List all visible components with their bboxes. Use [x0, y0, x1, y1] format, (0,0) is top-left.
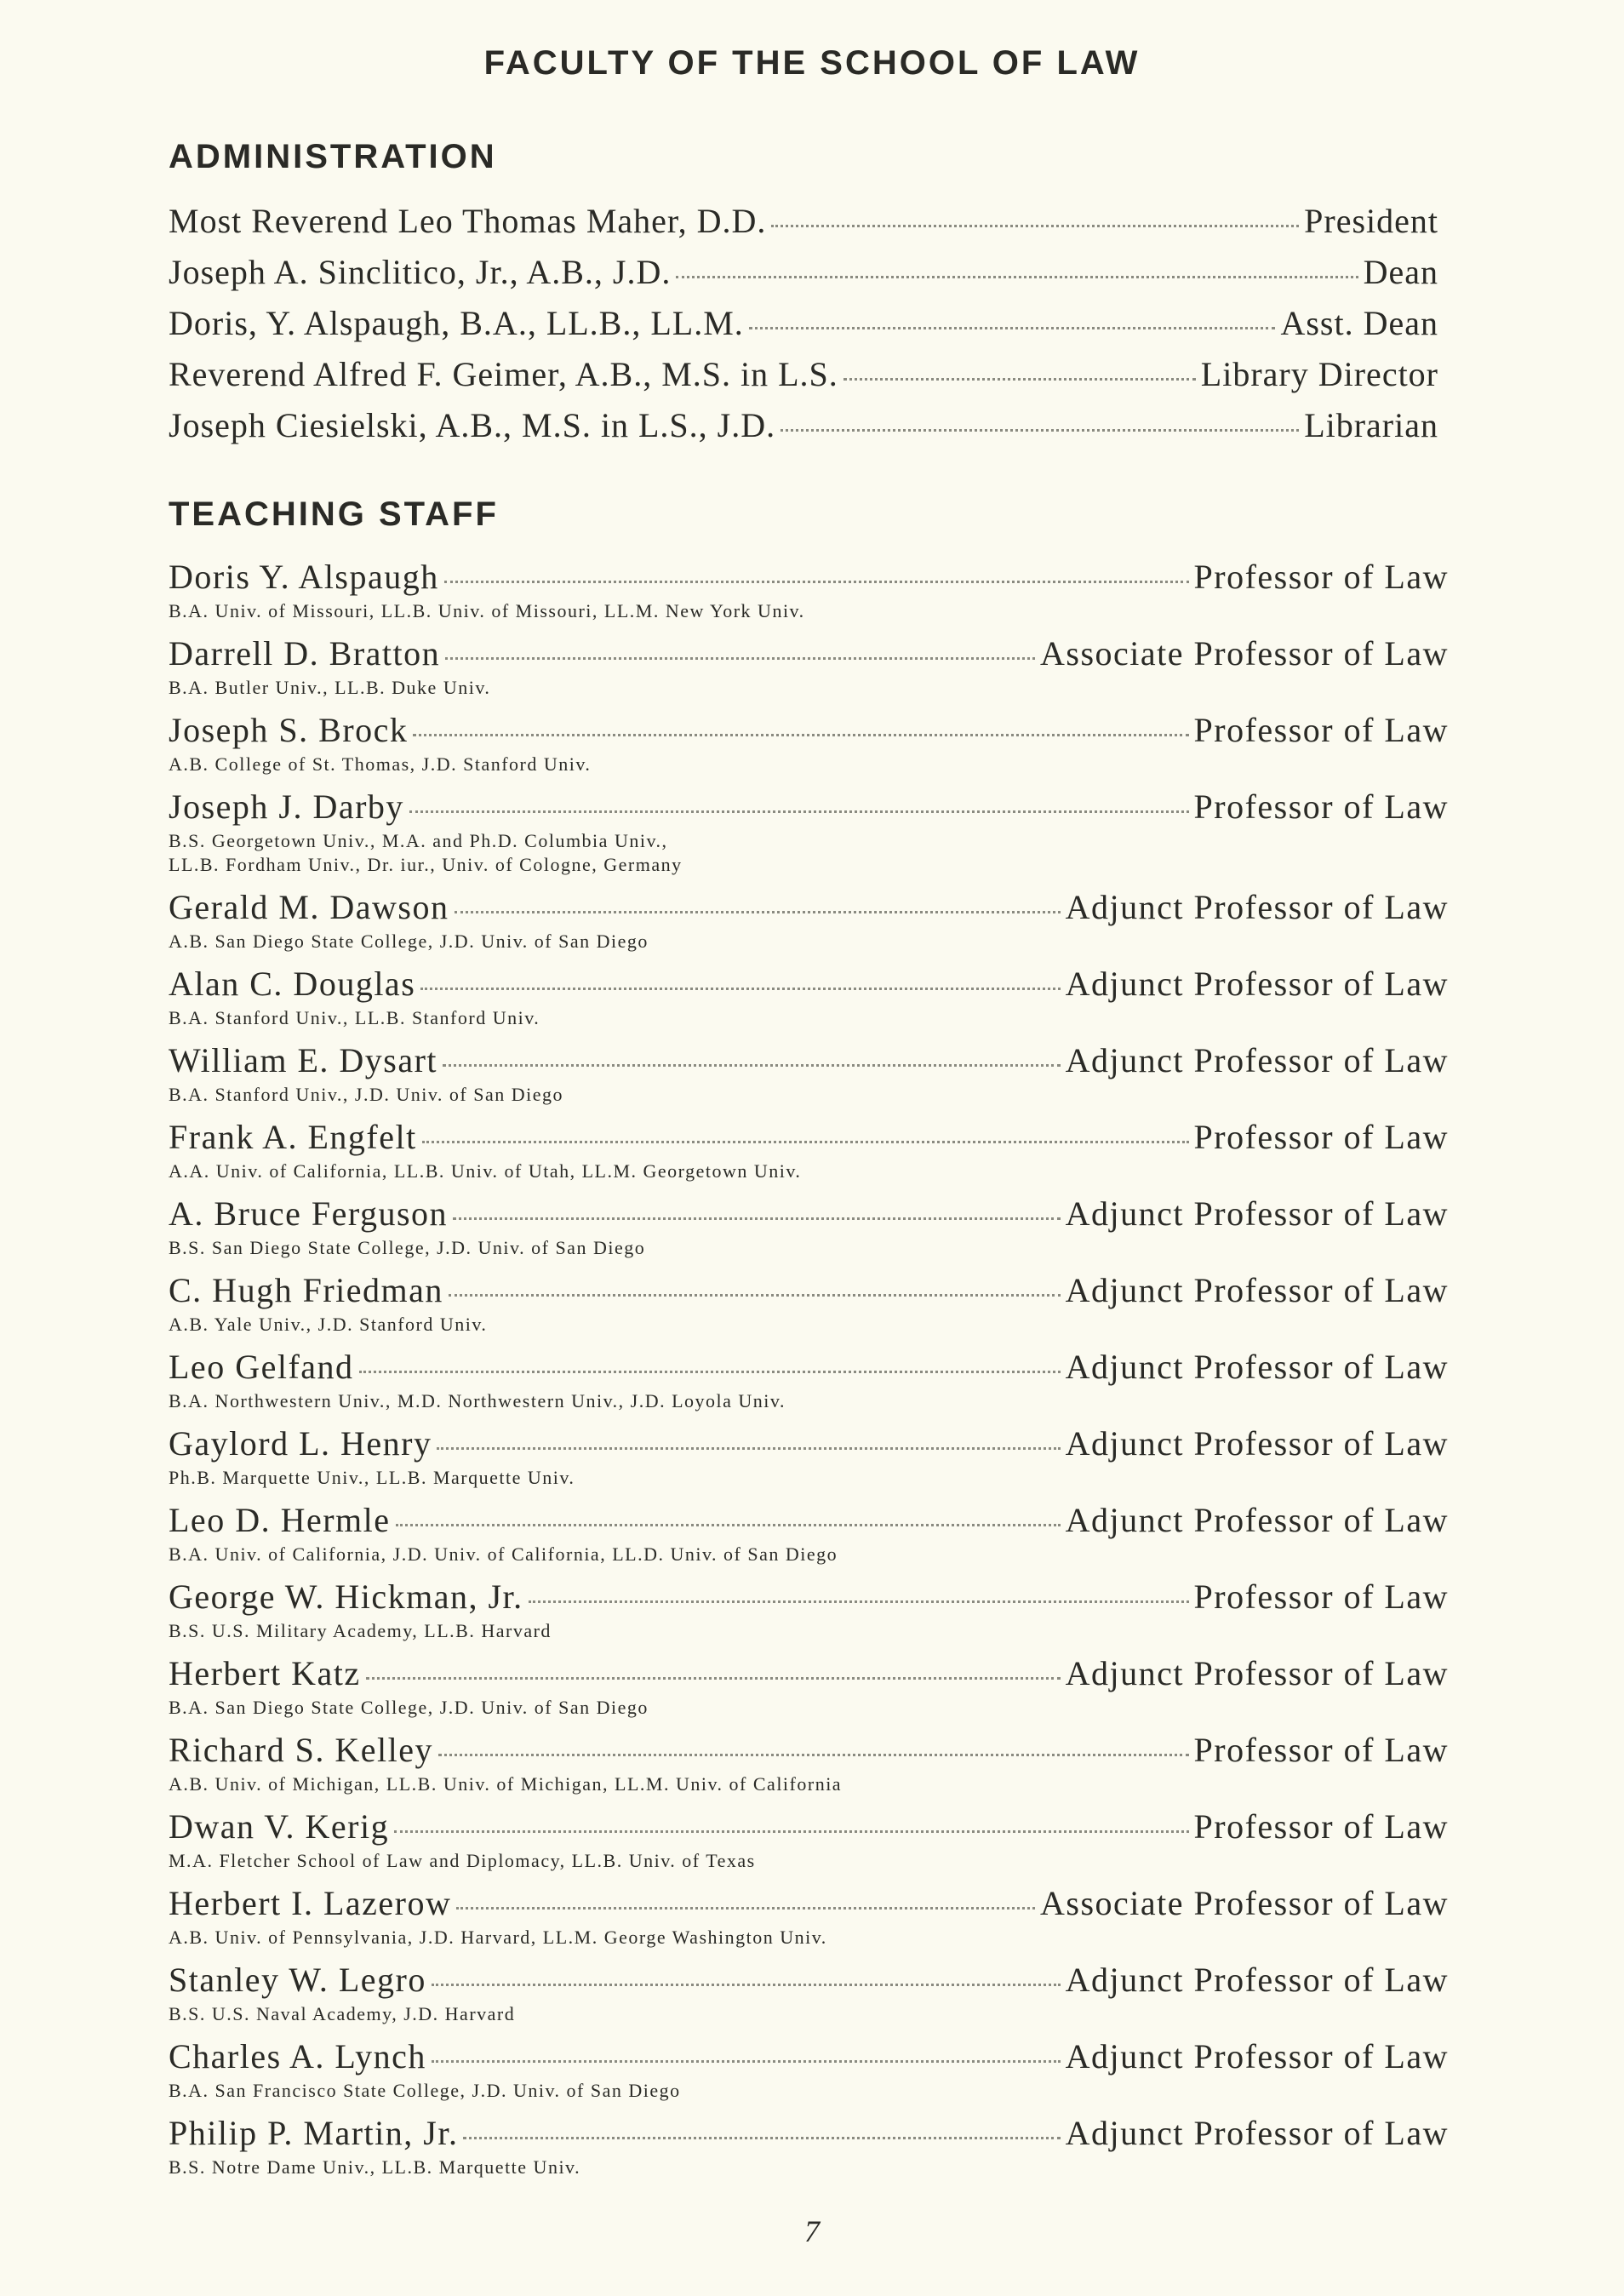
staff-degrees: A.B. College of St. Thomas, J.D. Stanford Univ. [169, 753, 592, 775]
staff-title: Professor of Law [1193, 1118, 1449, 1156]
staff-entry [169, 964, 1449, 1030]
staff-name: A. Bruce Ferguson [169, 1194, 449, 1233]
staff-row [169, 1270, 1449, 1313]
staff-title: Professor of Law [1193, 787, 1449, 826]
teaching-staff-list [169, 557, 1449, 2190]
staff-name: Leo Gelfand [169, 1348, 354, 1386]
staff-entry [169, 1653, 1449, 1720]
staff-row [169, 710, 1449, 753]
staff-degrees: M.A. Fletcher School of Law and Diplomacy, LL.B. Univ. of Texas [169, 1850, 756, 1871]
staff-title: Professor of Law [1193, 1731, 1449, 1769]
staff-row [169, 887, 1449, 930]
staff-entry [169, 1347, 1449, 1413]
staff-entry [169, 1040, 1449, 1107]
staff-degrees: LL.B. Fordham Univ., Dr. iur., Univ. of Cologne, Germany [169, 854, 683, 875]
staff-degrees: B.A. Univ. of California, J.D. Univ. of California, LL.D. Univ. of San Diego [169, 1543, 838, 1565]
staff-row [169, 787, 1449, 829]
staff-title: Adjunct Professor of Law [1065, 1271, 1449, 1309]
dot-leader [676, 276, 1358, 278]
staff-name: Herbert I. Lazerow [169, 1884, 452, 1922]
dot-leader [463, 2137, 1060, 2139]
dot-leader [396, 1524, 1061, 1526]
staff-name: Dwan V. Kerig [169, 1807, 390, 1846]
staff-name: William E. Dysart [169, 1041, 438, 1079]
staff-title: Adjunct Professor of Law [1065, 1041, 1449, 1079]
staff-degrees: B.A. Stanford Univ., J.D. Univ. of San Diego [169, 1084, 564, 1105]
dot-leader [366, 1677, 1061, 1680]
staff-degrees: A.B. San Diego State College, J.D. Univ. of San Diego [169, 930, 649, 952]
staff-title: Adjunct Professor of Law [1065, 2037, 1449, 2076]
dot-leader [449, 1294, 1061, 1297]
staff-entry [169, 1730, 1449, 1796]
admin-title: Dean [1363, 253, 1438, 291]
staff-row [169, 1117, 1449, 1159]
dot-leader [771, 225, 1299, 227]
staff-name: George W. Hickman, Jr. [169, 1577, 523, 1616]
staff-title: Adjunct Professor of Law [1065, 1654, 1449, 1692]
staff-name: Stanley W. Legro [169, 1961, 426, 1999]
staff-row [169, 1500, 1449, 1543]
administration-heading: ADMINISTRATION [169, 138, 497, 175]
staff-title: Associate Professor of Law [1040, 1884, 1449, 1922]
staff-row [169, 557, 1449, 599]
staff-entry [169, 710, 1449, 776]
staff-degrees: Ph.B. Marquette Univ., LL.B. Marquette Univ. [169, 1467, 575, 1488]
dot-leader [409, 810, 1189, 813]
staff-degrees: B.A. Univ. of Missouri, LL.B. Univ. of Missouri, LL.M. New York Univ. [169, 600, 805, 621]
administration-list [169, 201, 1438, 456]
dot-leader [445, 657, 1035, 660]
staff-name: Charles A. Lynch [169, 2037, 426, 2076]
staff-name: Herbert Katz [169, 1654, 361, 1692]
staff-row [169, 1806, 1449, 1849]
admin-row [169, 405, 1438, 456]
staff-row [169, 1730, 1449, 1772]
dot-leader [432, 2060, 1061, 2063]
dot-leader [394, 1830, 1188, 1833]
staff-row [169, 1960, 1449, 2002]
staff-degrees: B.A. San Francisco State College, J.D. Univ. of San Diego [169, 2080, 681, 2101]
staff-title: Adjunct Professor of Law [1065, 965, 1449, 1003]
admin-name: Reverend Alfred F. Geimer, A.B., M.S. in L.S. [169, 355, 838, 393]
page-number: 7 [804, 2214, 820, 2248]
staff-title: Adjunct Professor of Law [1065, 1501, 1449, 1539]
staff-degrees: A.B. Univ. of Michigan, LL.B. Univ. of Michigan, LL.M. Univ. of California [169, 1773, 843, 1795]
staff-title: Adjunct Professor of Law [1065, 1194, 1449, 1233]
staff-row [169, 1883, 1449, 1926]
admin-name: Doris, Y. Alspaugh, B.A., LL.B., LL.M. [169, 304, 744, 342]
staff-title: Adjunct Professor of Law [1065, 1348, 1449, 1386]
admin-name: Joseph Ciesielski, A.B., M.S. in L.S., J.D. [169, 406, 776, 444]
staff-row [169, 1040, 1449, 1083]
staff-row [169, 2036, 1449, 2079]
admin-name: Most Reverend Leo Thomas Maher, D.D. [169, 202, 767, 240]
staff-entry [169, 1960, 1449, 2026]
admin-row [169, 303, 1438, 354]
staff-row [169, 964, 1449, 1006]
staff-degrees: B.S. U.S. Naval Academy, J.D. Harvard [169, 2003, 516, 2024]
dot-leader [456, 1907, 1035, 1910]
admin-title: Librarian [1304, 406, 1438, 444]
staff-entry [169, 887, 1449, 953]
dot-leader [749, 327, 1276, 329]
staff-name: Philip P. Martin, Jr. [169, 2114, 459, 2152]
staff-entry [169, 1577, 1449, 1643]
dot-leader [443, 1064, 1061, 1067]
staff-title: Professor of Law [1193, 1577, 1449, 1616]
staff-name: Joseph J. Darby [169, 787, 404, 826]
staff-row [169, 1653, 1449, 1696]
staff-degrees: B.A. San Diego State College, J.D. Univ. of San Diego [169, 1697, 649, 1718]
staff-row [169, 633, 1449, 676]
dot-leader [781, 429, 1299, 432]
staff-title: Associate Professor of Law [1040, 634, 1449, 673]
staff-degrees: A.A. Univ. of California, LL.B. Univ. of Utah, LL.M. Georgetown Univ. [169, 1160, 802, 1182]
staff-name: Gerald M. Dawson [169, 888, 449, 926]
dot-leader [455, 911, 1061, 913]
staff-degrees: A.B. Yale Univ., J.D. Stanford Univ. [169, 1314, 488, 1335]
staff-name: Frank A. Engfelt [169, 1118, 417, 1156]
staff-entry [169, 2113, 1449, 2179]
staff-entry [169, 1500, 1449, 1566]
staff-name: Alan C. Douglas [169, 965, 416, 1003]
dot-leader [453, 1217, 1061, 1220]
staff-degrees: A.B. Univ. of Pennsylvania, J.D. Harvard, LL.M. George Washington Univ. [169, 1927, 827, 1948]
staff-entry [169, 633, 1449, 700]
page-title: FACULTY OF THE SCHOOL OF LAW [483, 44, 1141, 82]
staff-title: Professor of Law [1193, 1807, 1449, 1846]
staff-title: Adjunct Professor of Law [1065, 888, 1449, 926]
staff-name: Darrell D. Bratton [169, 634, 441, 673]
dot-leader [432, 1984, 1061, 1986]
dot-leader [843, 378, 1196, 381]
dot-leader [437, 1447, 1060, 1450]
staff-entry [169, 1117, 1449, 1183]
admin-name: Joseph A. Sinclitico, Jr., A.B., J.D. [169, 253, 672, 291]
staff-name: Leo D. Hermle [169, 1501, 391, 1539]
dot-leader [529, 1600, 1189, 1603]
staff-degrees: B.S. Georgetown Univ., M.A. and Ph.D. Columbia Univ., [169, 830, 668, 851]
staff-entry [169, 1423, 1449, 1490]
dot-leader [359, 1371, 1061, 1373]
dot-leader [438, 1754, 1189, 1756]
staff-entry [169, 1883, 1449, 1950]
staff-row [169, 2113, 1449, 2156]
dot-leader [420, 988, 1060, 990]
staff-title: Adjunct Professor of Law [1065, 2114, 1449, 2152]
teaching-staff-heading: TEACHING STAFF [169, 495, 499, 533]
staff-row [169, 1423, 1449, 1466]
staff-degrees: B.A. Butler Univ., LL.B. Duke Univ. [169, 677, 491, 698]
staff-title: Professor of Law [1193, 558, 1449, 596]
staff-entry [169, 557, 1449, 623]
staff-title: Professor of Law [1193, 711, 1449, 749]
staff-title: Adjunct Professor of Law [1065, 1961, 1449, 1999]
staff-entry [169, 2036, 1449, 2103]
staff-row [169, 1347, 1449, 1389]
dot-leader [413, 734, 1188, 736]
dot-leader [422, 1141, 1189, 1143]
dot-leader [444, 581, 1189, 583]
staff-name: Joseph S. Brock [169, 711, 409, 749]
staff-row [169, 1194, 1449, 1236]
admin-row [169, 201, 1438, 252]
staff-row [169, 1577, 1449, 1619]
staff-entry [169, 1806, 1449, 1873]
staff-degrees: B.S. Notre Dame Univ., LL.B. Marquette Univ. [169, 2156, 581, 2178]
admin-title: President [1304, 202, 1438, 240]
staff-degrees: B.S. U.S. Military Academy, LL.B. Harvard [169, 1620, 552, 1641]
admin-title: Library Director [1200, 355, 1438, 393]
admin-row [169, 252, 1438, 303]
staff-entry [169, 787, 1449, 877]
staff-degrees: B.A. Northwestern Univ., M.D. Northwestern Univ., J.D. Loyola Univ. [169, 1390, 786, 1411]
staff-entry [169, 1270, 1449, 1337]
staff-title: Adjunct Professor of Law [1065, 1424, 1449, 1463]
staff-name: Doris Y. Alspaugh [169, 558, 439, 596]
staff-name: Richard S. Kelley [169, 1731, 433, 1769]
staff-entry [169, 1194, 1449, 1260]
staff-degrees: B.A. Stanford Univ., LL.B. Stanford Univ. [169, 1007, 540, 1028]
admin-row [169, 354, 1438, 405]
staff-name: Gaylord L. Henry [169, 1424, 432, 1463]
admin-title: Asst. Dean [1280, 304, 1438, 342]
staff-degrees: B.S. San Diego State College, J.D. Univ. of San Diego [169, 1237, 646, 1258]
staff-name: C. Hugh Friedman [169, 1271, 443, 1309]
